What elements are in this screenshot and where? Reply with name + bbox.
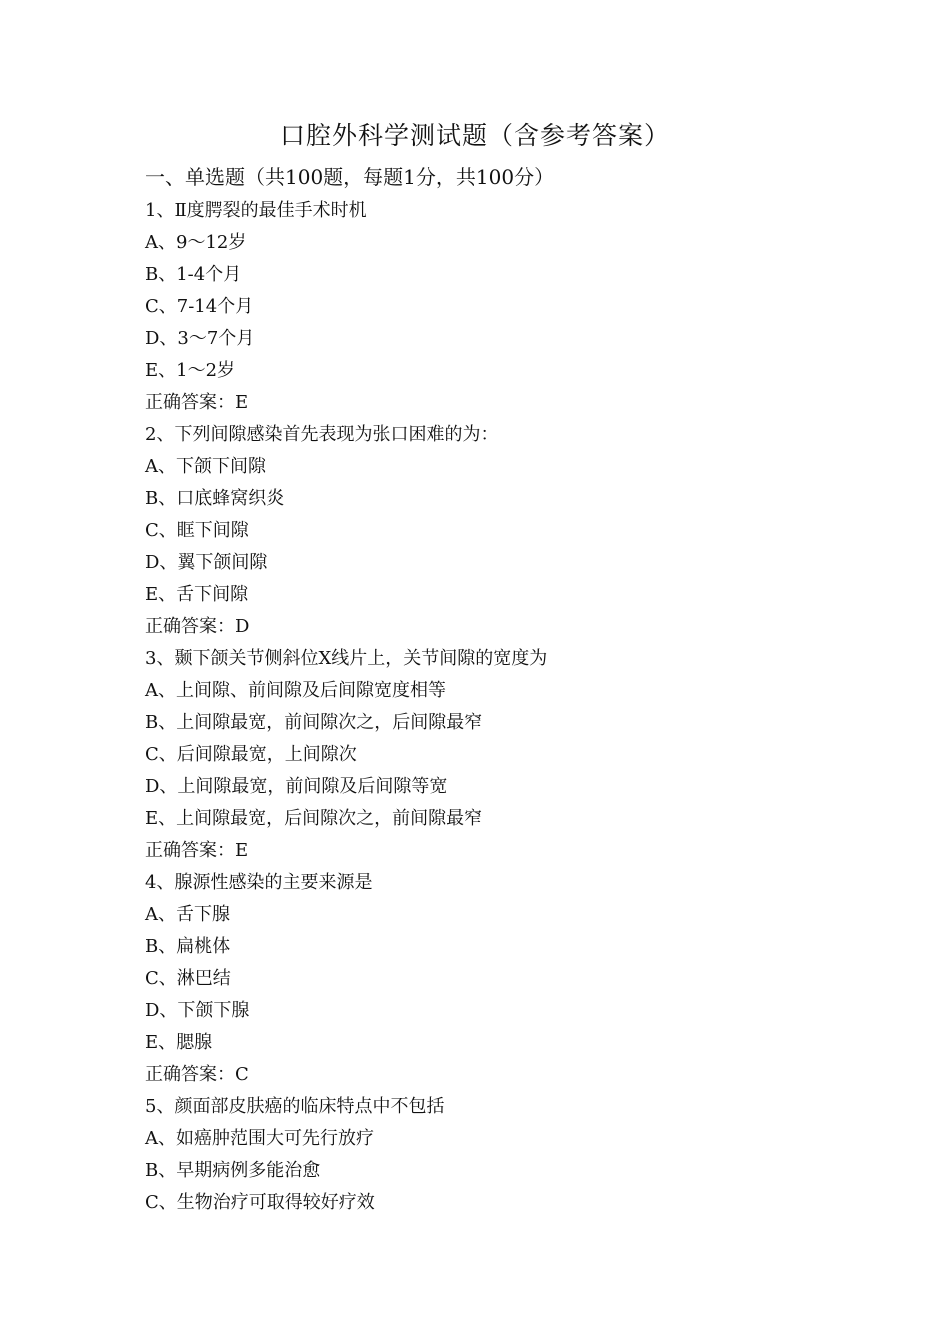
option-d: D、下颌下腺 xyxy=(145,1000,250,1021)
option-e: E、上间隙最宽，后间隙次之，前间隙最窄 xyxy=(145,808,483,829)
option-e: E、腮腺 xyxy=(145,1032,213,1053)
option-c: C、生物治疗可取得较好疗效 xyxy=(145,1192,375,1213)
question-5 xyxy=(145,1091,865,1219)
option-b: B、上间隙最宽，前间隙次之，后间隙最窄 xyxy=(145,712,483,733)
correct-answer: 正确答案：D xyxy=(145,616,250,637)
option-d: D、上间隙最宽，前间隙及后间隙等宽 xyxy=(145,776,448,797)
document-body xyxy=(145,163,865,1219)
option-d: D、翼下颌间隙 xyxy=(145,552,268,573)
option-b: B、1-4个月 xyxy=(145,264,242,285)
question-3 xyxy=(145,643,865,867)
correct-answer: 正确答案：E xyxy=(145,840,249,861)
question-4 xyxy=(145,867,865,1091)
option-d: D、3～7个月 xyxy=(145,328,255,349)
question-2 xyxy=(145,419,865,643)
option-e: E、1～2岁 xyxy=(145,360,236,381)
option-a: A、如癌肿范围大可先行放疗 xyxy=(145,1128,374,1149)
option-a: A、下颌下间隙 xyxy=(145,456,266,477)
option-a: A、上间隙、前间隙及后间隙宽度相等 xyxy=(145,680,446,701)
option-a: A、舌下腺 xyxy=(145,904,230,925)
option-b: B、早期病例多能治愈 xyxy=(145,1160,321,1181)
option-c: C、眶下间隙 xyxy=(145,520,249,541)
question-stem: 5、颜面部皮肤癌的临床特点中不包括 xyxy=(145,1096,445,1117)
correct-answer: 正确答案：C xyxy=(145,1064,249,1085)
document-title: 口腔外科学测试题（含参考答案） xyxy=(279,121,670,150)
question-stem: 1、Ⅱ度腭裂的最佳手术时机 xyxy=(145,200,367,221)
option-c: C、后间隙最宽，上间隙次 xyxy=(145,744,357,765)
question-stem: 3、颞下颌关节侧斜位X线片上，关节间隙的宽度为 xyxy=(145,648,548,669)
option-c: C、7-14个月 xyxy=(145,296,254,317)
question-stem: 2、下列间隙感染首先表现为张口困难的为： xyxy=(145,424,499,445)
question-1 xyxy=(145,195,865,419)
question-stem: 4、腺源性感染的主要来源是 xyxy=(145,872,373,893)
option-c: C、淋巴结 xyxy=(145,968,231,989)
correct-answer: 正确答案：E xyxy=(145,392,249,413)
option-b: B、扁桃体 xyxy=(145,936,231,957)
option-a: A、9～12岁 xyxy=(145,232,247,253)
option-e: E、舌下间隙 xyxy=(145,584,249,605)
option-b: B、口底蜂窝织炎 xyxy=(145,488,285,509)
section-heading: 一、单选题（共100题，每题1分，共100分） xyxy=(145,165,555,189)
